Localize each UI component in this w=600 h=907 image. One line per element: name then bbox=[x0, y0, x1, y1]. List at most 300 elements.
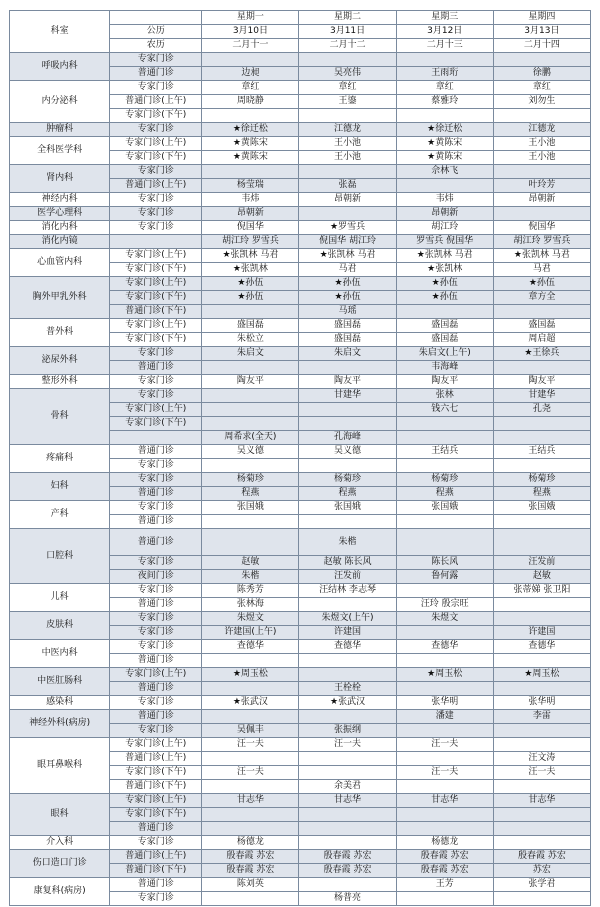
doctor-cell bbox=[493, 305, 590, 319]
doctor-cell bbox=[299, 836, 396, 850]
clinic-type: 普通门诊 bbox=[110, 710, 202, 724]
doctor-cell: 甘建华 bbox=[299, 389, 396, 403]
department-name: 整形外科 bbox=[10, 375, 110, 389]
doctor-cell: 陶友平 bbox=[493, 375, 590, 389]
doctor-cell: ★张凯林 马君 bbox=[493, 249, 590, 263]
clinic-type: 专家门诊(下午) bbox=[110, 333, 202, 347]
doctor-cell: 朱启文 bbox=[299, 347, 396, 361]
doctor-cell bbox=[493, 598, 590, 612]
doctor-cell: 徐鹏 bbox=[493, 67, 590, 81]
doctor-cell: 昂朝新 bbox=[299, 193, 396, 207]
doctor-cell bbox=[299, 459, 396, 473]
doctor-cell: 蔡雅玲 bbox=[396, 95, 493, 109]
clinic-type: 专家门诊(下午) bbox=[110, 766, 202, 780]
doctor-cell: 章红 bbox=[396, 81, 493, 95]
department-name: 皮肤科 bbox=[10, 612, 110, 640]
doctor-cell: 王小池 bbox=[299, 137, 396, 151]
schedule-row bbox=[10, 640, 591, 654]
doctor-cell: 吴佩丰 bbox=[202, 724, 299, 738]
doctor-cell: 汪一夫 bbox=[396, 738, 493, 752]
doctor-cell: ★张凯林 bbox=[396, 263, 493, 277]
doctor-cell: 苏宏 bbox=[493, 864, 590, 878]
clinic-type: 专家门诊 bbox=[110, 626, 202, 640]
doctor-cell: 殷春霞 苏宏 bbox=[396, 864, 493, 878]
doctor-cell bbox=[202, 710, 299, 724]
doctor-cell bbox=[396, 109, 493, 123]
doctor-cell: 朱启文(上午) bbox=[396, 347, 493, 361]
doctor-cell: 殷春霞 苏宏 bbox=[202, 850, 299, 864]
clinic-type: 普通门诊 bbox=[110, 445, 202, 459]
doctor-cell bbox=[493, 780, 590, 794]
doctor-cell bbox=[202, 822, 299, 836]
doctor-cell: 朱楷 bbox=[299, 529, 396, 556]
doctor-cell: 杨德龙 bbox=[202, 836, 299, 850]
doctor-cell: 胡江玲 罗雪兵 bbox=[493, 235, 590, 249]
doctor-cell bbox=[299, 361, 396, 375]
doctor-cell: 张学君 bbox=[493, 878, 590, 892]
doctor-cell bbox=[202, 892, 299, 906]
schedule-row bbox=[10, 529, 591, 556]
doctor-cell: 汪一夫 bbox=[299, 738, 396, 752]
header-weekday: 星期一 bbox=[202, 11, 299, 25]
doctor-cell: 张国娥 bbox=[299, 501, 396, 515]
header-date: 3月10日 bbox=[202, 25, 299, 39]
clinic-type: 专家门诊(下午) bbox=[110, 109, 202, 123]
doctor-cell: 赵敏 bbox=[202, 556, 299, 570]
doctor-cell: 王芳 bbox=[396, 878, 493, 892]
clinic-type: 专家门诊(上午) bbox=[110, 319, 202, 333]
department-name: 介入科 bbox=[10, 836, 110, 850]
doctor-cell: 汪结林 李志琴 bbox=[299, 584, 396, 598]
doctor-cell bbox=[299, 417, 396, 431]
doctor-cell: 朱启文 bbox=[202, 347, 299, 361]
clinic-type: 专家门诊(下午) bbox=[110, 291, 202, 305]
clinic-type bbox=[110, 431, 202, 445]
doctor-cell: 罗雪兵 倪国华 bbox=[396, 235, 493, 249]
doctor-cell: 孔尧 bbox=[493, 403, 590, 417]
doctor-cell: ★孙伍 bbox=[202, 291, 299, 305]
doctor-cell: 鲁何露 bbox=[396, 570, 493, 584]
doctor-cell: 朱煜文(上午) bbox=[299, 612, 396, 626]
clinic-type: 专家门诊 bbox=[110, 53, 202, 67]
doctor-cell bbox=[396, 892, 493, 906]
doctor-cell: 赵敏 陈长风 bbox=[299, 556, 396, 570]
header-lunar: 二月十四 bbox=[493, 39, 590, 53]
department-name: 全科医学科 bbox=[10, 137, 110, 165]
doctor-cell: 王结兵 bbox=[493, 445, 590, 459]
doctor-cell bbox=[493, 808, 590, 822]
header-lunar: 二月十一 bbox=[202, 39, 299, 53]
doctor-cell bbox=[202, 305, 299, 319]
doctor-cell bbox=[493, 836, 590, 850]
doctor-cell bbox=[396, 822, 493, 836]
clinic-type: 普通门诊(上午) bbox=[110, 95, 202, 109]
clinic-type: 普通门诊 bbox=[110, 487, 202, 501]
header-date: 3月11日 bbox=[299, 25, 396, 39]
doctor-cell: 昂朝新 bbox=[202, 207, 299, 221]
clinic-type: 专家门诊 bbox=[110, 696, 202, 710]
doctor-cell: 甘志华 bbox=[202, 794, 299, 808]
clinic-type: 专家门诊(下午) bbox=[110, 808, 202, 822]
doctor-cell: ★黄陈宋 bbox=[396, 151, 493, 165]
clinic-type: 专家门诊(上午) bbox=[110, 668, 202, 682]
doctor-cell: 查德华 bbox=[202, 640, 299, 654]
clinic-type: 专家门诊 bbox=[110, 375, 202, 389]
doctor-cell: 汪玲 殷宗旺 bbox=[396, 598, 493, 612]
doctor-cell: 汪发前 bbox=[493, 556, 590, 570]
doctor-cell bbox=[202, 53, 299, 67]
schedule-row bbox=[10, 137, 591, 151]
header-date: 3月13日 bbox=[493, 25, 590, 39]
clinic-type: 专家门诊 bbox=[110, 459, 202, 473]
doctor-cell bbox=[493, 724, 590, 738]
doctor-cell: 章方全 bbox=[493, 291, 590, 305]
clinic-type: 专家门诊 bbox=[110, 556, 202, 570]
doctor-cell: 查德华 bbox=[396, 640, 493, 654]
doctor-cell: 甘志华 bbox=[493, 794, 590, 808]
doctor-cell: 张蒂娣 张卫阳 bbox=[493, 584, 590, 598]
doctor-cell bbox=[202, 165, 299, 179]
doctor-cell bbox=[299, 766, 396, 780]
doctor-cell: 殷春霞 苏宏 bbox=[396, 850, 493, 864]
clinic-type: 专家门诊 bbox=[110, 612, 202, 626]
clinic-type: 普通门诊 bbox=[110, 529, 202, 556]
doctor-cell: 朱煜文 bbox=[202, 612, 299, 626]
clinic-type: 普通门诊 bbox=[110, 682, 202, 696]
schedule-row bbox=[10, 584, 591, 598]
doctor-cell: 周希求(全天) bbox=[202, 431, 299, 445]
schedule-row bbox=[10, 221, 591, 235]
doctor-cell: ★孙伍 bbox=[202, 277, 299, 291]
doctor-cell bbox=[202, 515, 299, 529]
clinic-type: 专家门诊 bbox=[110, 193, 202, 207]
department-name: 胸外甲乳外科 bbox=[10, 277, 110, 319]
doctor-cell: ★孙伍 bbox=[493, 277, 590, 291]
schedule-row bbox=[10, 612, 591, 626]
doctor-cell: 周启超 bbox=[493, 333, 590, 347]
doctor-cell: 胡江玲 罗雪兵 bbox=[202, 235, 299, 249]
doctor-cell bbox=[299, 654, 396, 668]
doctor-cell bbox=[202, 529, 299, 556]
doctor-cell: 张振纲 bbox=[299, 724, 396, 738]
doctor-cell bbox=[202, 752, 299, 766]
doctor-cell bbox=[202, 109, 299, 123]
doctor-cell bbox=[396, 724, 493, 738]
clinic-type: 普通门诊 bbox=[110, 67, 202, 81]
schedule-row bbox=[10, 445, 591, 459]
doctor-cell: 甘志华 bbox=[299, 794, 396, 808]
doctor-cell bbox=[202, 808, 299, 822]
doctor-cell: 江德龙 bbox=[299, 123, 396, 137]
department-name: 眼耳鼻喉科 bbox=[10, 738, 110, 794]
clinic-type: 专家门诊(上午) bbox=[110, 738, 202, 752]
clinic-type: 普通门诊 bbox=[110, 361, 202, 375]
gongli-label: 公历 bbox=[110, 25, 202, 39]
doctor-cell: 吴义德 bbox=[202, 445, 299, 459]
clinic-type: 专家门诊(上午) bbox=[110, 403, 202, 417]
doctor-cell bbox=[299, 598, 396, 612]
doctor-cell: ★徐迁松 bbox=[396, 123, 493, 137]
doctor-cell bbox=[493, 459, 590, 473]
doctor-cell bbox=[493, 738, 590, 752]
doctor-cell: 殷春霞 苏宏 bbox=[299, 850, 396, 864]
doctor-cell bbox=[493, 529, 590, 556]
doctor-cell bbox=[299, 165, 396, 179]
clinic-type: 专家门诊 bbox=[110, 347, 202, 361]
doctor-cell: 程燕 bbox=[493, 487, 590, 501]
doctor-cell: 王小池 bbox=[493, 137, 590, 151]
clinic-type: 专家门诊(下午) bbox=[110, 263, 202, 277]
clinic-type: 普通门诊(上午) bbox=[110, 752, 202, 766]
clinic-type: 普通门诊(上午) bbox=[110, 850, 202, 864]
schedule-row bbox=[10, 347, 591, 361]
doctor-cell: 查德华 bbox=[493, 640, 590, 654]
doctor-cell: 殷春霞 苏宏 bbox=[202, 864, 299, 878]
department-name: 感染科 bbox=[10, 696, 110, 710]
schedule-row bbox=[10, 738, 591, 752]
clinic-type: 专家门诊 bbox=[110, 81, 202, 95]
doctor-cell bbox=[299, 207, 396, 221]
header-row-weekday bbox=[10, 11, 591, 25]
doctor-cell: 杨菊珍 bbox=[202, 473, 299, 487]
doctor-cell: ★周玉松 bbox=[493, 668, 590, 682]
header-date: 3月12日 bbox=[396, 25, 493, 39]
doctor-cell: ★张武汉 bbox=[299, 696, 396, 710]
clinic-type: 专家门诊 bbox=[110, 640, 202, 654]
doctor-cell: 盛国磊 bbox=[396, 319, 493, 333]
department-name: 口腔科 bbox=[10, 529, 110, 584]
schedule-row bbox=[10, 165, 591, 179]
doctor-cell: 昂朝新 bbox=[493, 193, 590, 207]
doctor-cell: 李雷 bbox=[493, 710, 590, 724]
doctor-cell: 杨菊珍 bbox=[493, 473, 590, 487]
doctor-cell bbox=[396, 682, 493, 696]
doctor-cell: 韦海峰 bbox=[396, 361, 493, 375]
clinic-type: 专家门诊 bbox=[110, 501, 202, 515]
doctor-cell: 王鎏 bbox=[299, 95, 396, 109]
schedule-row bbox=[10, 235, 591, 249]
doctor-cell: 朱楷 bbox=[202, 570, 299, 584]
doctor-cell bbox=[493, 612, 590, 626]
doctor-cell bbox=[396, 752, 493, 766]
doctor-cell: ★黄陈宋 bbox=[202, 151, 299, 165]
doctor-cell: 张国娥 bbox=[396, 501, 493, 515]
doctor-cell: 叶玲芳 bbox=[493, 179, 590, 193]
doctor-cell: 王栓栓 bbox=[299, 682, 396, 696]
doctor-cell: 周晓静 bbox=[202, 95, 299, 109]
doctor-cell bbox=[493, 892, 590, 906]
doctor-cell: 倪国华 胡江玲 bbox=[299, 235, 396, 249]
schedule-row bbox=[10, 389, 591, 403]
doctor-cell bbox=[299, 403, 396, 417]
schedule-row bbox=[10, 501, 591, 515]
doctor-cell: 边昶 bbox=[202, 67, 299, 81]
header-lunar: 二月十三 bbox=[396, 39, 493, 53]
doctor-cell: 章红 bbox=[202, 81, 299, 95]
doctor-cell: 张林 bbox=[396, 389, 493, 403]
doctor-cell: ★张凯林 马君 bbox=[396, 249, 493, 263]
doctor-cell bbox=[299, 515, 396, 529]
clinic-type: 普通门诊 bbox=[110, 654, 202, 668]
doctor-cell: 张华明 bbox=[396, 696, 493, 710]
doctor-cell: ★孙伍 bbox=[396, 277, 493, 291]
doctor-cell: 江德龙 bbox=[493, 123, 590, 137]
doctor-cell: ★孙伍 bbox=[299, 277, 396, 291]
department-name: 消化内科 bbox=[10, 221, 110, 235]
doctor-cell: 张磊 bbox=[299, 179, 396, 193]
doctor-cell bbox=[202, 361, 299, 375]
header-lunar: 二月十二 bbox=[299, 39, 396, 53]
clinic-type: 专家门诊 bbox=[110, 724, 202, 738]
clinic-type: 专家门诊 bbox=[110, 836, 202, 850]
doctor-cell: 吴义德 bbox=[299, 445, 396, 459]
doctor-cell: 甘志华 bbox=[396, 794, 493, 808]
doctor-cell: 杨普亮 bbox=[299, 892, 396, 906]
doctor-cell bbox=[202, 780, 299, 794]
doctor-cell: ★张凯林 马君 bbox=[299, 249, 396, 263]
clinic-type bbox=[110, 235, 202, 249]
department-name: 肿瘤科 bbox=[10, 123, 110, 137]
doctor-cell: ★张凯林 马君 bbox=[202, 249, 299, 263]
department-name: 呼吸内科 bbox=[10, 53, 110, 81]
clinic-type: 普通门诊 bbox=[110, 515, 202, 529]
header-blank bbox=[110, 11, 202, 25]
doctor-cell: 陈秀芳 bbox=[202, 584, 299, 598]
clinic-type: 专家门诊 bbox=[110, 207, 202, 221]
doctor-cell: 汪一夫 bbox=[202, 766, 299, 780]
doctor-cell: 胡江玲 bbox=[396, 221, 493, 235]
doctor-cell bbox=[493, 431, 590, 445]
clinic-type: 专家门诊(上午) bbox=[110, 794, 202, 808]
doctor-cell bbox=[396, 808, 493, 822]
schedule-row bbox=[10, 81, 591, 95]
doctor-cell: 陈长风 bbox=[396, 556, 493, 570]
doctor-cell: 许建国 bbox=[299, 626, 396, 640]
doctor-cell: 章红 bbox=[299, 81, 396, 95]
schedule-row bbox=[10, 850, 591, 864]
doctor-cell bbox=[493, 53, 590, 67]
department-name: 中医肛肠科 bbox=[10, 668, 110, 696]
header-weekday: 星期四 bbox=[493, 11, 590, 25]
department-name: 神经外科(病房) bbox=[10, 710, 110, 738]
doctor-cell: 查德华 bbox=[299, 640, 396, 654]
doctor-cell bbox=[493, 417, 590, 431]
doctor-cell: 盛国磊 bbox=[299, 333, 396, 347]
clinic-type: 专家门诊 bbox=[110, 473, 202, 487]
doctor-cell: 陶友平 bbox=[202, 375, 299, 389]
doctor-cell: 许建国 bbox=[493, 626, 590, 640]
doctor-cell: 王小池 bbox=[299, 151, 396, 165]
schedule-row bbox=[10, 794, 591, 808]
clinic-type: 普通门诊(下午) bbox=[110, 780, 202, 794]
doctor-cell bbox=[493, 654, 590, 668]
doctor-cell: 杨德龙 bbox=[396, 836, 493, 850]
doctor-cell bbox=[396, 179, 493, 193]
doctor-cell: 盛国磊 bbox=[202, 319, 299, 333]
doctor-cell: 汪一夫 bbox=[493, 766, 590, 780]
clinic-type: 专家门诊(下午) bbox=[110, 151, 202, 165]
doctor-cell: 盛国磊 bbox=[396, 333, 493, 347]
schedule-row bbox=[10, 249, 591, 263]
doctor-cell: 程燕 bbox=[396, 487, 493, 501]
doctor-cell bbox=[493, 207, 590, 221]
doctor-cell: ★徐迁松 bbox=[202, 123, 299, 137]
clinic-type: 专家门诊(下午) bbox=[110, 417, 202, 431]
doctor-cell: 韦炜 bbox=[396, 193, 493, 207]
schedule-row bbox=[10, 473, 591, 487]
department-name: 康复科(病房) bbox=[10, 878, 110, 906]
doctor-cell bbox=[396, 417, 493, 431]
doctor-cell bbox=[299, 109, 396, 123]
doctor-cell: 吴亮伟 bbox=[299, 67, 396, 81]
department-name: 医学心理科 bbox=[10, 207, 110, 221]
doctor-cell: 陈刘英 bbox=[202, 878, 299, 892]
doctor-cell: 陶友平 bbox=[396, 375, 493, 389]
clinic-type: 普通门诊 bbox=[110, 822, 202, 836]
doctor-cell: 张林海 bbox=[202, 598, 299, 612]
clinic-type: 专家门诊 bbox=[110, 389, 202, 403]
doctor-cell bbox=[493, 515, 590, 529]
department-name: 妇科 bbox=[10, 473, 110, 501]
schedule-row bbox=[10, 193, 591, 207]
doctor-cell: 佘林飞 bbox=[396, 165, 493, 179]
doctor-cell: 许建国(上午) bbox=[202, 626, 299, 640]
doctor-cell: 朱松立 bbox=[202, 333, 299, 347]
dept-header: 科室 bbox=[10, 11, 110, 53]
doctor-cell: 张华明 bbox=[493, 696, 590, 710]
department-name: 泌尿外科 bbox=[10, 347, 110, 375]
doctor-cell bbox=[493, 822, 590, 836]
department-name: 中医内科 bbox=[10, 640, 110, 668]
doctor-cell bbox=[396, 529, 493, 556]
doctor-cell bbox=[202, 417, 299, 431]
doctor-cell: 王小池 bbox=[493, 151, 590, 165]
clinic-type: 普通门诊(下午) bbox=[110, 864, 202, 878]
clinic-type: 专家门诊 bbox=[110, 165, 202, 179]
doctor-cell: ★周玉松 bbox=[396, 668, 493, 682]
doctor-cell bbox=[396, 431, 493, 445]
doctor-cell: 杨菊珍 bbox=[299, 473, 396, 487]
doctor-cell: 赵敏 bbox=[493, 570, 590, 584]
doctor-cell: 韦炜 bbox=[202, 193, 299, 207]
clinic-type: 专家门诊 bbox=[110, 221, 202, 235]
schedule-row bbox=[10, 710, 591, 724]
doctor-cell bbox=[396, 584, 493, 598]
doctor-cell: ★张武汉 bbox=[202, 696, 299, 710]
doctor-cell bbox=[202, 459, 299, 473]
department-name: 普外科 bbox=[10, 319, 110, 347]
doctor-cell: 倪国华 bbox=[202, 221, 299, 235]
department-name: 神经内科 bbox=[10, 193, 110, 207]
clinic-type: 夜间门诊 bbox=[110, 570, 202, 584]
doctor-cell: 程燕 bbox=[202, 487, 299, 501]
doctor-cell bbox=[299, 822, 396, 836]
header-weekday: 星期二 bbox=[299, 11, 396, 25]
doctor-cell bbox=[299, 668, 396, 682]
schedule-row bbox=[10, 53, 591, 67]
doctor-cell: ★周玉松 bbox=[202, 668, 299, 682]
doctor-cell: 马瑶 bbox=[299, 305, 396, 319]
clinic-type: 专家门诊(上午) bbox=[110, 249, 202, 263]
clinic-type: 普通门诊 bbox=[110, 598, 202, 612]
doctor-cell bbox=[396, 305, 493, 319]
doctor-cell bbox=[202, 682, 299, 696]
schedule-row bbox=[10, 668, 591, 682]
doctor-cell: 陶友平 bbox=[299, 375, 396, 389]
doctor-cell bbox=[202, 654, 299, 668]
doctor-cell: ★罗雪兵 bbox=[299, 221, 396, 235]
schedule-row bbox=[10, 375, 591, 389]
